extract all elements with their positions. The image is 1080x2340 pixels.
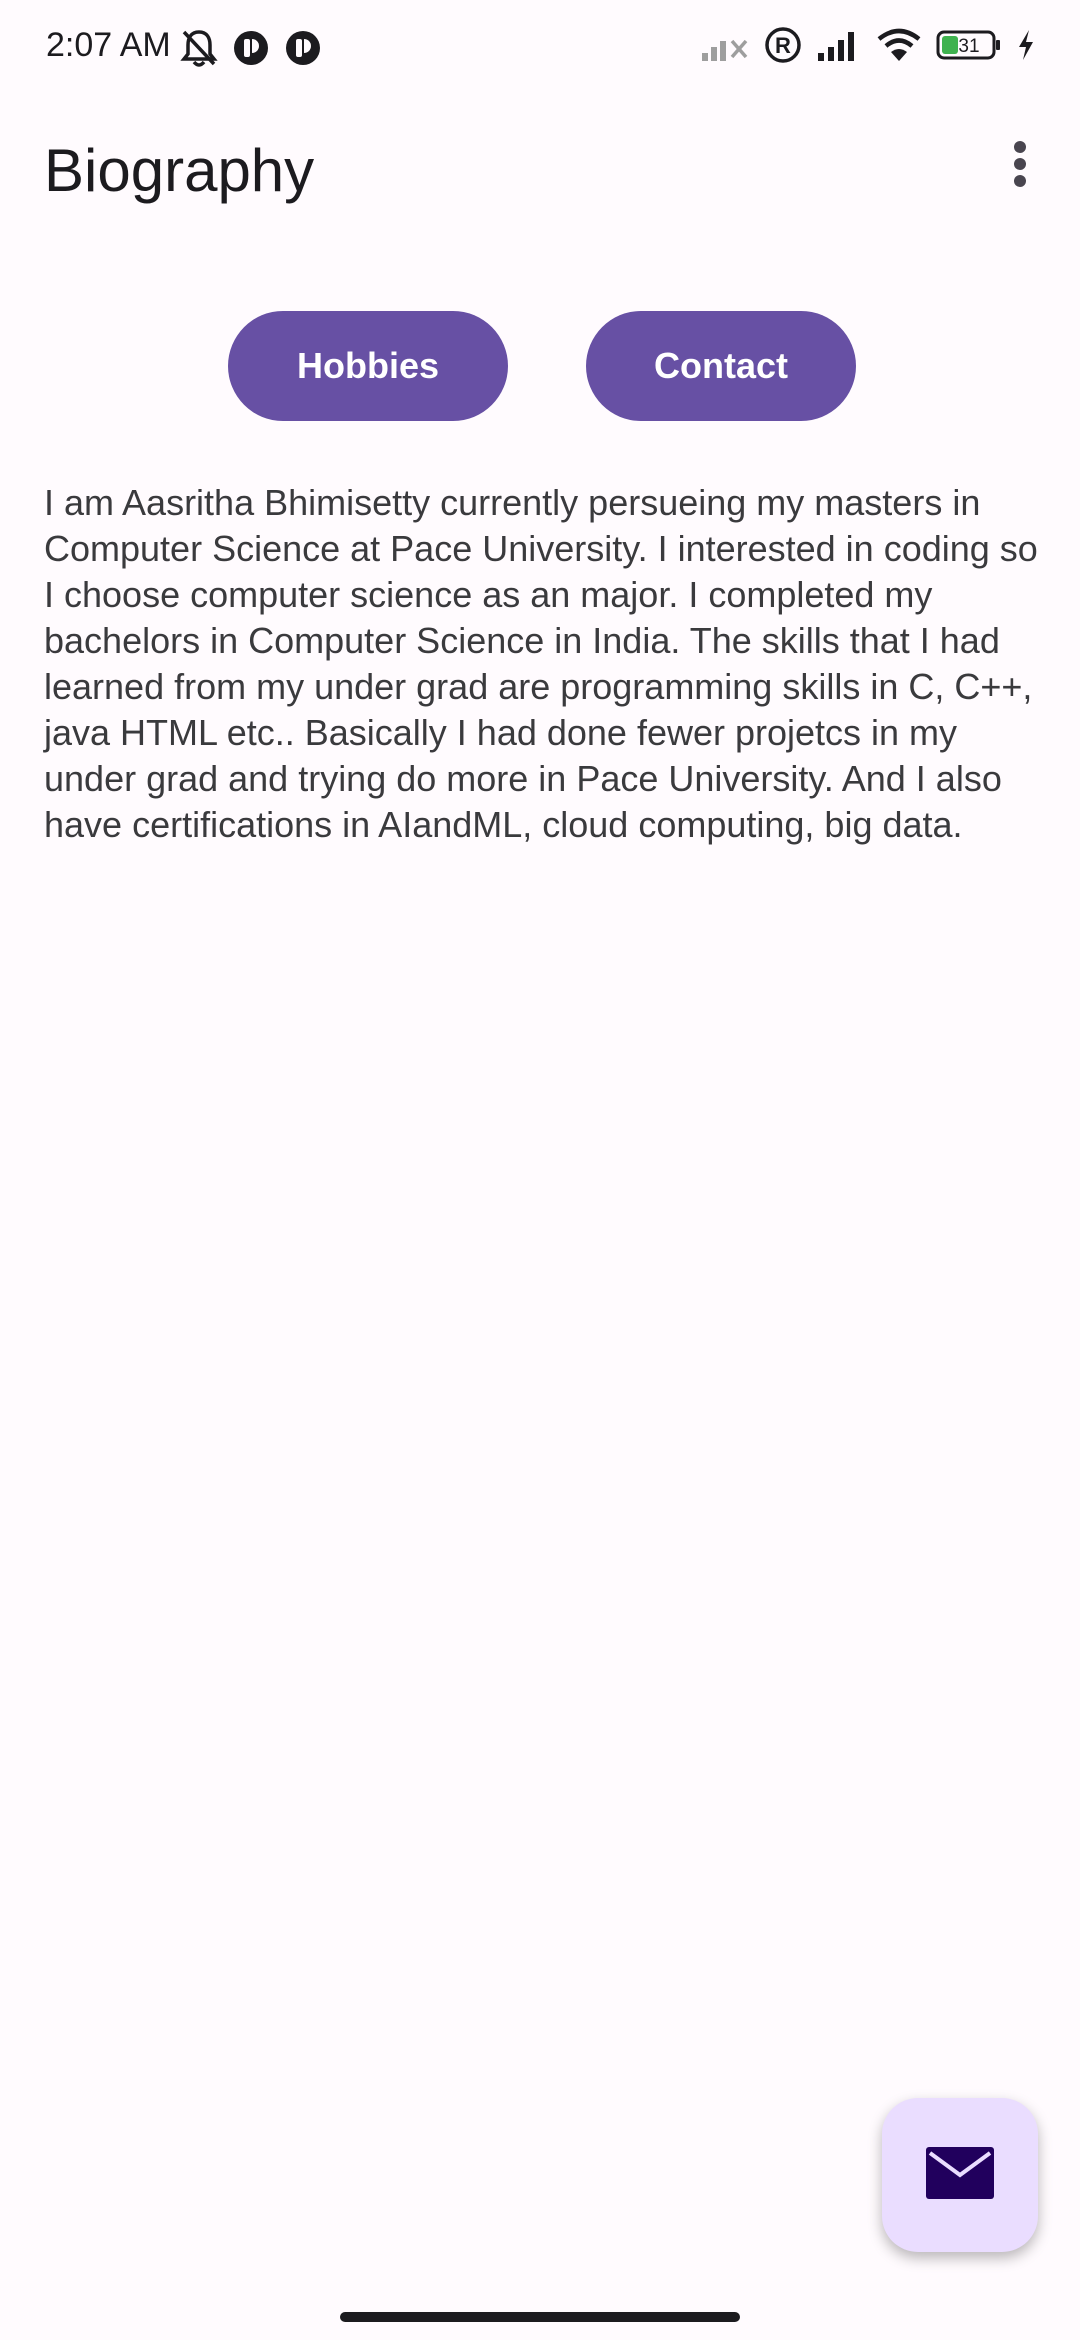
battery-icon [936,27,1002,63]
status-bar [0,0,1080,100]
contact-button[interactable]: Contact [586,311,856,421]
overflow-menu-button[interactable] [980,126,1060,206]
app-bar [0,110,1080,230]
battery-level: 31 [958,36,980,57]
gesture-navigation-bar[interactable] [340,2312,740,2322]
status-time: 2:07 AM [46,26,171,64]
charging-icon [1016,27,1036,63]
app-notification-icon [232,29,270,67]
svg-text:R: R [775,33,791,58]
wifi-icon [876,27,922,63]
status-right-icons [700,26,1036,64]
app-notification-icon [284,29,322,67]
mail-icon [926,2147,994,2204]
hobbies-button[interactable]: Hobbies [228,311,508,421]
bell-off-icon [180,28,218,68]
bio-text: I am Aasritha Bhimisetty currently persueing my masters in Computer Science at Pace University. I interested in coding so I choose computer science as an major. I completed my bachelors in Computer Science in India. The skills that I had learned from my under grad are programming skills in C, C++, java HTML etc.. Basically I had done fewer projetcs in my under grad and trying do more in Pace University. And I also have certifications in AIandML, cloud computing, big data. [44,482,1038,845]
status-left-icons [180,28,322,68]
signal-icon [816,27,862,63]
email-fab[interactable] [882,2098,1038,2252]
no-signal-icon [700,27,750,63]
page-title: Biography [44,137,315,204]
more-vert-icon [1012,140,1028,193]
registered-icon [764,26,802,64]
